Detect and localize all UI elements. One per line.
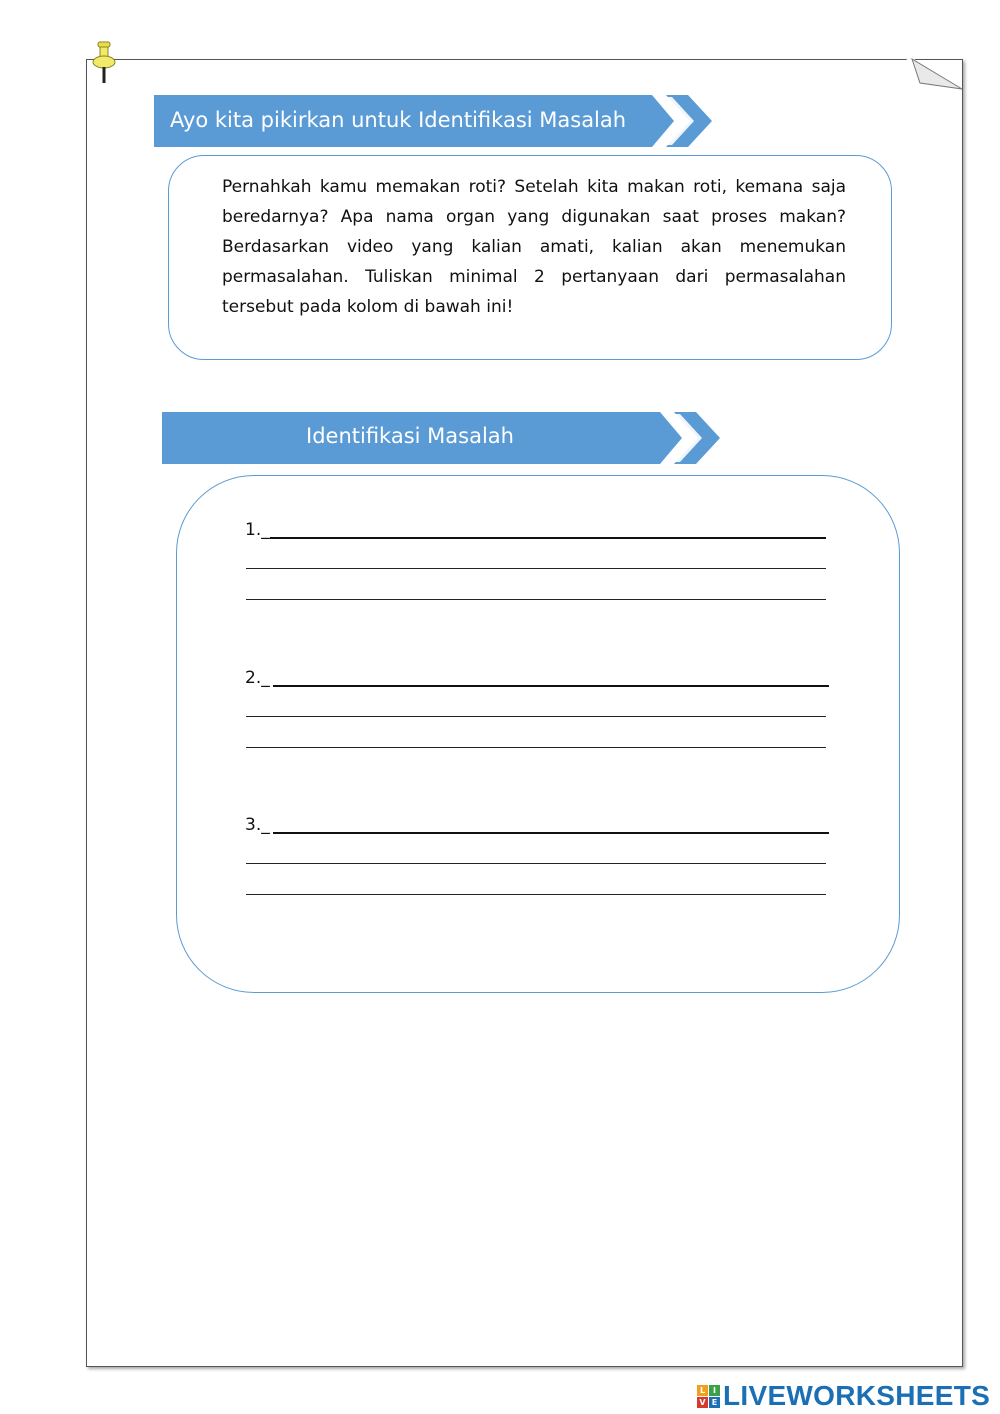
answer-1-number: 1._ — [245, 520, 270, 540]
answer-2-line-2[interactable] — [246, 716, 826, 717]
answer-1-line-1[interactable] — [270, 537, 826, 539]
answer-1-line-2[interactable] — [246, 568, 826, 569]
answer-2-line-1[interactable] — [273, 685, 829, 687]
page-fold-icon — [906, 57, 964, 97]
logo-mark-letter: V — [697, 1397, 708, 1408]
answer-2-number: 2._ — [245, 668, 270, 688]
answer-1-line-3[interactable] — [246, 599, 826, 600]
answer-3-line-2[interactable] — [246, 863, 826, 864]
answer-3-line-3[interactable] — [246, 894, 826, 895]
answer-3-line-1[interactable] — [273, 832, 829, 834]
logo-mark-letter: L — [697, 1385, 708, 1396]
section1-title: Ayo kita pikirkan untuk Identifikasi Masalah — [170, 108, 627, 132]
instruction-text: Pernahkah kamu memakan roti? Setelah kita makan roti, kemana saja beredarnya? Apa nama organ yang digunakan saat proses makan? Berdasarkan video yang kalian amati, kalian akan menemukan permasalahan. Tuliskan minimal 2 pertanyaan dari permasalahan tersebut pada kolom di bawah ini! — [222, 177, 846, 317]
liveworksheets-logo — [697, 1378, 990, 1414]
liveworksheets-mark-icon — [697, 1385, 720, 1408]
section1-banner — [154, 94, 714, 148]
push-pin-icon — [91, 40, 117, 90]
answer-box — [176, 475, 900, 993]
answer-2-line-3[interactable] — [246, 747, 826, 748]
liveworksheets-wordmark: LIVEWORKSHEETS — [723, 1380, 991, 1411]
logo-mark-letter: E — [709, 1397, 720, 1408]
section2-title: Identifikasi Masalah — [306, 424, 514, 448]
answer-3-number: 3._ — [245, 815, 270, 835]
section2-banner — [162, 411, 722, 465]
logo-mark-letter: I — [709, 1385, 720, 1396]
